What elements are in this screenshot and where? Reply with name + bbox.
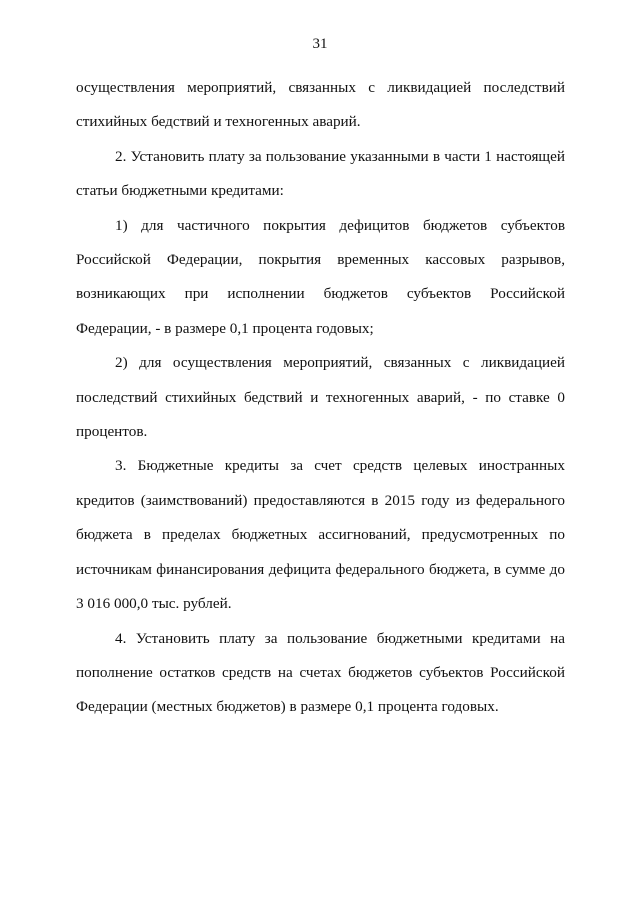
paragraph-subitem-2: 2) для осуществления мероприятий, связанных с ликвидацией последствий стихийных бедствий и техногенных аварий, - по ставке 0 процентов. bbox=[76, 354, 565, 441]
document-body bbox=[76, 71, 565, 725]
paragraph-item-4: 4. Установить плату за пользование бюджетными кредитами на пополнение остатков средств на счетах бюджетов субъектов Российской Федерации (местных бюджетов) в размере 0,1 процента годовых. bbox=[76, 629, 565, 716]
paragraph-subitem-1: 1) для частичного покрытия дефицитов бюджетов субъектов Российской Федерации, покрытия временных кассовых разрывов, возникающих при исполнении бюджетов субъектов Российской Федерации, - в размере 0,1 процента годовых; bbox=[76, 216, 565, 337]
paragraph-continuation: осуществления мероприятий, связанных с ликвидацией последствий стихийных бедствий и техногенных аварий. bbox=[76, 79, 565, 131]
paragraph-item-3: 3. Бюджетные кредиты за счет средств целевых иностранных кредитов (заимствований) предоставляются в 2015 году из федерального бюджета в пределах бюджетных ассигнований, предусмотренных по источникам финансирования дефицита федерального бюджета, в сумме до 3 016 000,0 тыс. рублей. bbox=[76, 457, 565, 613]
page-number: 31 bbox=[312, 36, 328, 52]
paragraph-item-2: 2. Установить плату за пользование указанными в части 1 настоящей статьи бюджетными кредитами: bbox=[76, 147, 565, 200]
